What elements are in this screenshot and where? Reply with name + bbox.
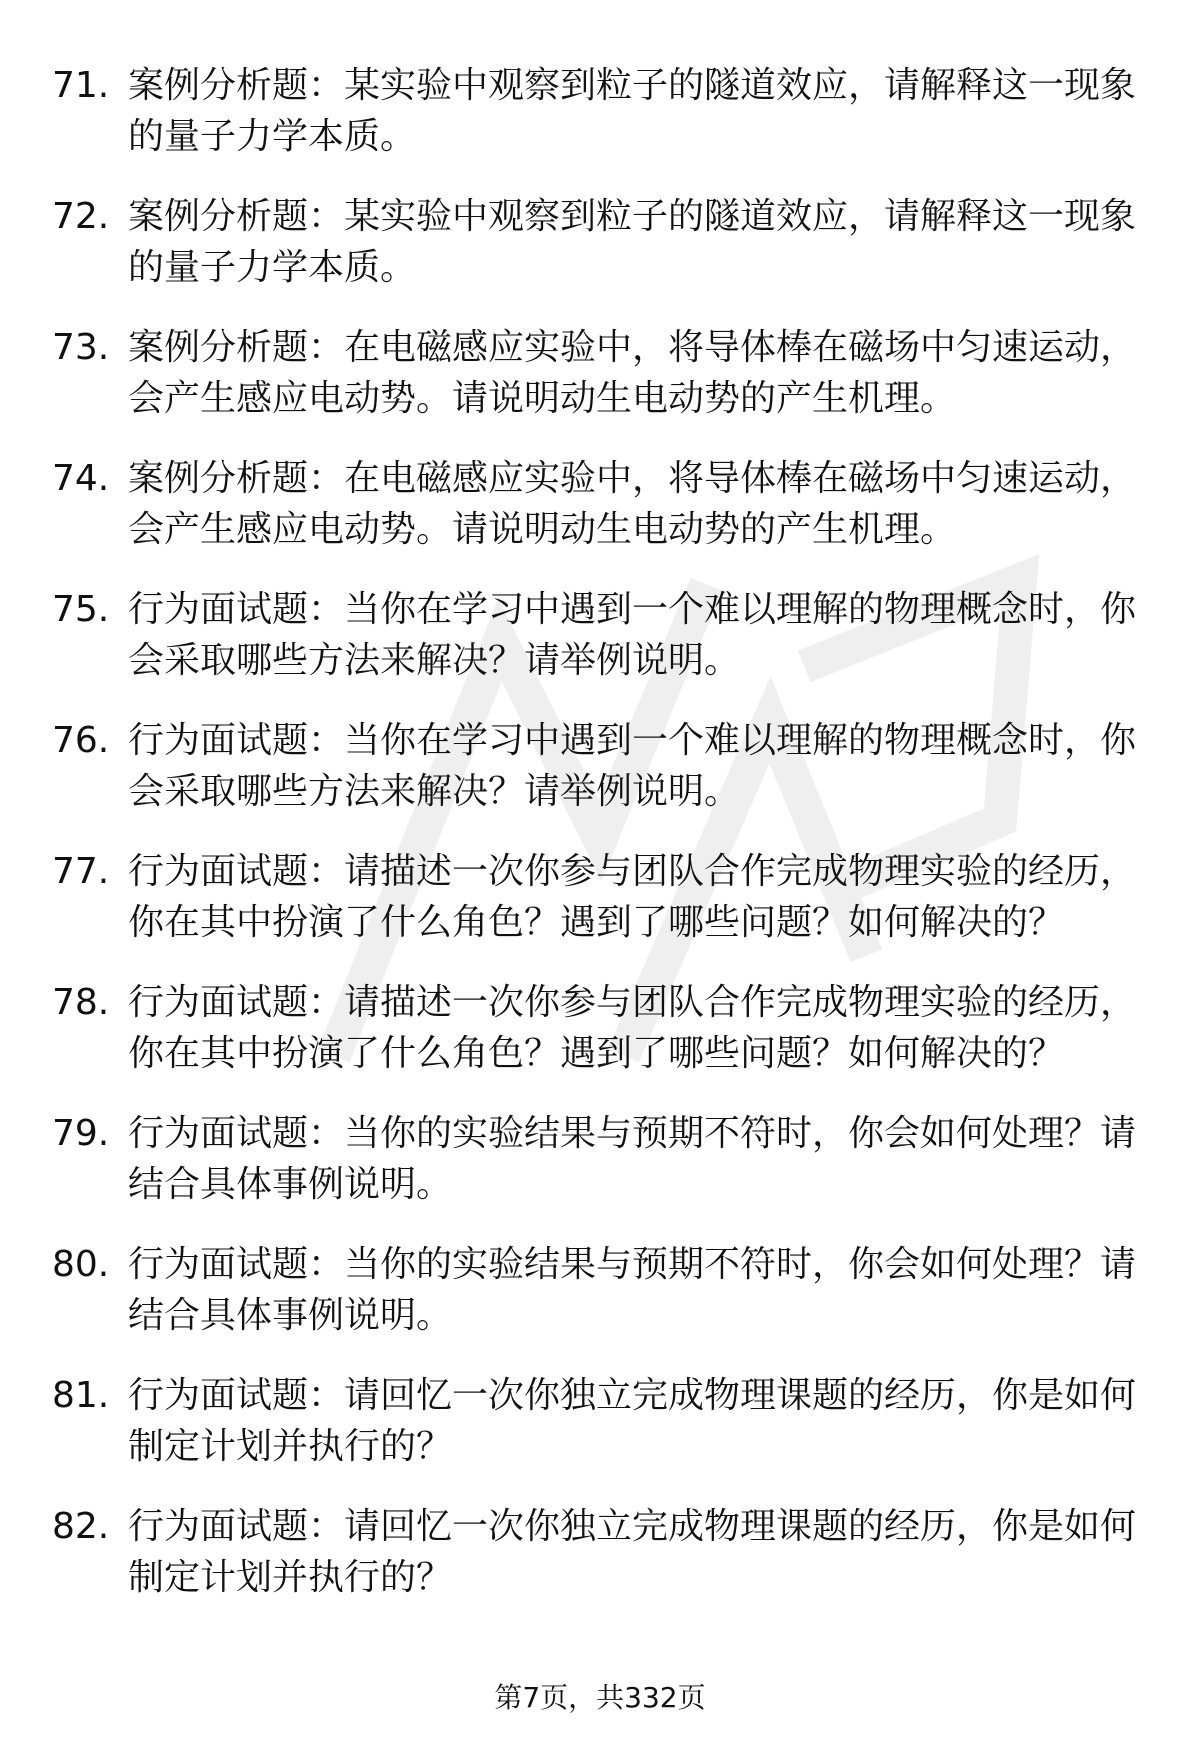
question-text: 案例分析题：在电磁感应实验中，将导体棒在磁场中匀速运动，会产生感应电动势。请说明动生电动势的产生机理。	[128, 458, 1137, 550]
question-number: 71.	[52, 65, 110, 106]
question-text: 行为面试题：请回忆一次你独立完成物理课题的经历，你是如何制定计划并执行的？	[128, 1506, 1137, 1598]
question-item	[52, 846, 1162, 977]
question-number: 80.	[52, 1244, 110, 1285]
question-number: 82.	[52, 1506, 110, 1547]
question-text: 行为面试题：当你的实验结果与预期不符时，你会如何处理？请结合具体事例说明。	[128, 1113, 1137, 1205]
question-number: 77.	[52, 851, 110, 892]
question-item	[52, 584, 1162, 715]
question-number: 72.	[52, 196, 110, 237]
question-text: 行为面试题：当你的实验结果与预期不符时，你会如何处理？请结合具体事例说明。	[128, 1244, 1137, 1336]
question-item	[52, 715, 1162, 846]
question-text: 行为面试题：请回忆一次你独立完成物理课题的经历，你是如何制定计划并执行的？	[128, 1375, 1137, 1467]
question-item	[52, 453, 1162, 584]
question-number: 81.	[52, 1375, 110, 1416]
question-text: 行为面试题：当你在学习中遇到一个难以理解的物理概念时，你会采取哪些方法来解决？请举例说明。	[128, 720, 1137, 812]
question-list	[52, 60, 1162, 1632]
question-text: 案例分析题：在电磁感应实验中，将导体棒在磁场中匀速运动，会产生感应电动势。请说明动生电动势的产生机理。	[128, 327, 1137, 419]
question-item	[52, 1239, 1162, 1370]
question-text: 行为面试题：请描述一次你参与团队合作完成物理实验的经历，你在其中扮演了什么角色？遇到了哪些问题？如何解决的？	[128, 982, 1137, 1074]
question-text: 行为面试题：请描述一次你参与团队合作完成物理实验的经历，你在其中扮演了什么角色？遇到了哪些问题？如何解决的？	[128, 851, 1137, 943]
question-text: 行为面试题：当你在学习中遇到一个难以理解的物理概念时，你会采取哪些方法来解决？请举例说明。	[128, 589, 1137, 681]
question-item	[52, 977, 1162, 1108]
question-number: 75.	[52, 589, 110, 630]
question-item	[52, 322, 1162, 453]
question-number: 74.	[52, 458, 110, 499]
question-number: 73.	[52, 327, 110, 368]
question-item	[52, 1501, 1162, 1632]
question-text: 案例分析题：某实验中观察到粒子的隧道效应，请解释这一现象的量子力学本质。	[128, 196, 1137, 288]
page-indicator: 第7页，共332页	[494, 1681, 706, 1714]
question-number: 76.	[52, 720, 110, 761]
question-item	[52, 1370, 1162, 1501]
question-number: 79.	[52, 1113, 110, 1154]
question-number: 78.	[52, 982, 110, 1023]
question-text: 案例分析题：某实验中观察到粒子的隧道效应，请解释这一现象的量子力学本质。	[128, 65, 1137, 157]
question-item	[52, 191, 1162, 322]
question-item	[52, 1108, 1162, 1239]
question-item	[52, 60, 1162, 191]
